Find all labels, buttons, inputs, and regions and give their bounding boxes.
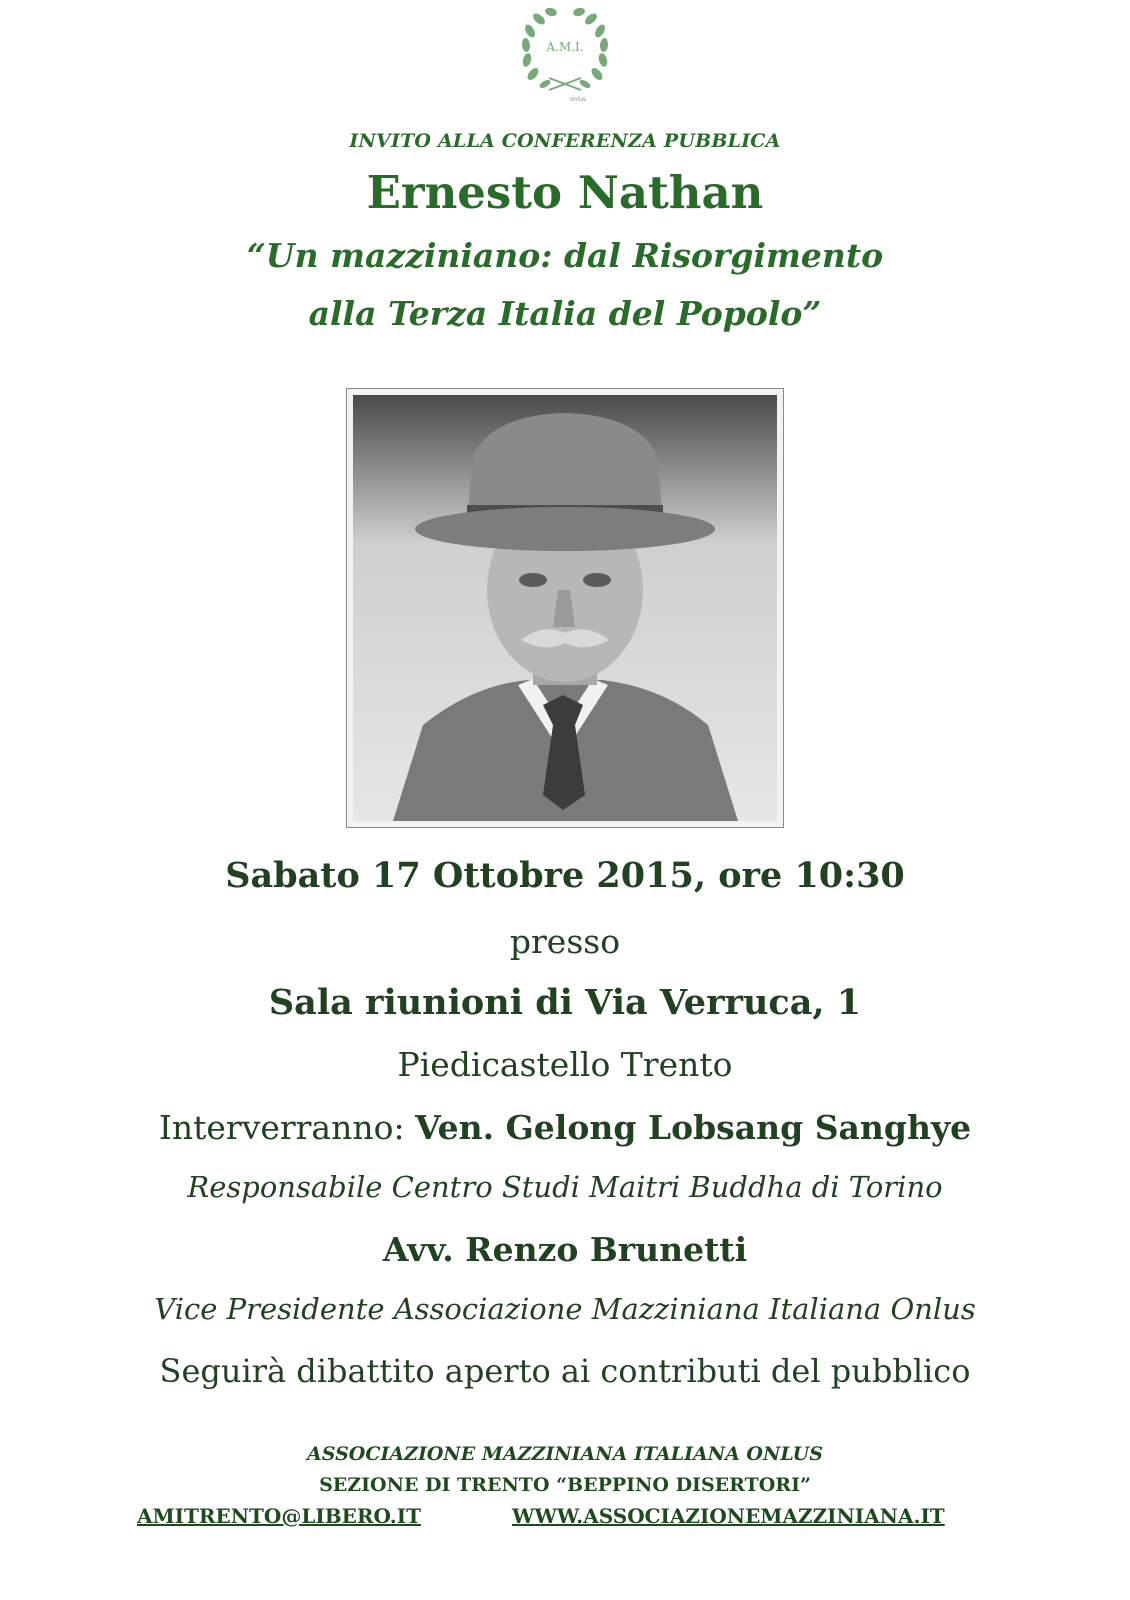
- event-location: Piedicastello Trento: [397, 1045, 733, 1084]
- website-link[interactable]: WWW.ASSOCIAZIONEMAZZINIANA.IT: [512, 1504, 945, 1528]
- email-link[interactable]: AMITRENTO@LIBERO.IT: [137, 1504, 421, 1528]
- ami-logo: [515, 4, 615, 104]
- svg-text:A.M.I.: A.M.I.: [546, 40, 584, 54]
- footer-section: SEZIONE DI TRENTO “BEPPINO DISERTORI”: [319, 1474, 811, 1496]
- closing-note: Seguirà dibattito aperto ai contributi del pubblico: [159, 1352, 971, 1390]
- page-title: Ernesto Nathan: [366, 166, 764, 219]
- speaker-1-role: Responsabile Centro Studi Maitri Buddha di Torino: [187, 1170, 943, 1204]
- portrait-photo: [346, 388, 784, 828]
- speakers-prefix: Interverranno:: [158, 1108, 416, 1147]
- subtitle-line-2: alla Terza Italia del Popolo”: [308, 294, 822, 333]
- event-datetime: Sabato 17 Ottobre 2015, ore 10:30: [225, 855, 905, 896]
- invite-heading: INVITO ALLA CONFERENZA PUBBLICA: [349, 130, 781, 152]
- speakers-line: [0, 1108, 1130, 1147]
- svg-text:onlus: onlus: [569, 96, 587, 103]
- event-venue: Sala riunioni di Via Verruca, 1: [268, 982, 862, 1023]
- event-presso: presso: [509, 922, 621, 961]
- footer-org: ASSOCIAZIONE MAZZINIANA ITALIANA ONLUS: [307, 1443, 823, 1465]
- laurel-wreath-icon: [515, 4, 615, 104]
- speaker-2-name: Avv. Renzo Brunetti: [382, 1230, 748, 1269]
- subtitle-line-1: “Un mazziniano: dal Risorgimento: [246, 236, 884, 275]
- speaker-2-role: Vice Presidente Associazione Mazziniana Italiana Onlus: [154, 1292, 976, 1326]
- speaker-1-name: Ven. Gelong Lobsang Sanghye: [415, 1108, 972, 1147]
- portrait-illustration: [353, 395, 777, 821]
